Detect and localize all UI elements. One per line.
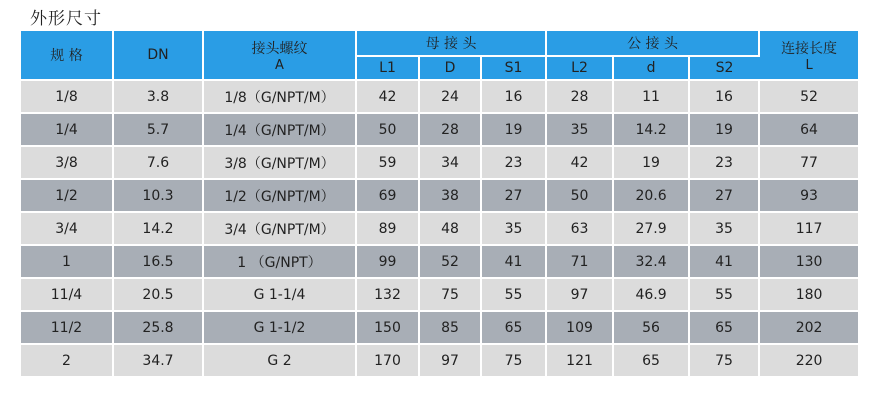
cell-d-upper: 24 bbox=[419, 80, 481, 113]
cell-thread: 3/8（G/NPT/M） bbox=[203, 146, 356, 179]
cell-l2: 109 bbox=[546, 311, 613, 344]
cell-l1: 89 bbox=[356, 212, 419, 245]
cell-length: 93 bbox=[759, 179, 858, 212]
cell-length: 180 bbox=[759, 278, 858, 311]
cell-d-upper: 48 bbox=[419, 212, 481, 245]
cell-thread: G 1-1/4 bbox=[203, 278, 356, 311]
cell-l1: 42 bbox=[356, 80, 419, 113]
cell-d-upper: 38 bbox=[419, 179, 481, 212]
cell-d-lower: 11 bbox=[613, 80, 689, 113]
cell-length: 202 bbox=[759, 311, 858, 344]
cell-d-upper: 34 bbox=[419, 146, 481, 179]
cell-l1: 59 bbox=[356, 146, 419, 179]
cell-thread: 3/4（G/NPT/M） bbox=[203, 212, 356, 245]
cell-s1: 19 bbox=[481, 113, 546, 146]
cell-s1: 23 bbox=[481, 146, 546, 179]
table-row bbox=[21, 344, 858, 377]
cell-l2: 71 bbox=[546, 245, 613, 278]
cell-length: 130 bbox=[759, 245, 858, 278]
cell-l2: 28 bbox=[546, 80, 613, 113]
cell-l1: 69 bbox=[356, 179, 419, 212]
header-l2: L2 bbox=[546, 56, 613, 80]
cell-thread: G 1-1/2 bbox=[203, 311, 356, 344]
header-s2: S2 bbox=[689, 56, 759, 80]
table-row bbox=[21, 311, 858, 344]
cell-d-lower: 14.2 bbox=[613, 113, 689, 146]
cell-d-lower: 20.6 bbox=[613, 179, 689, 212]
cell-s2: 55 bbox=[689, 278, 759, 311]
header-spec: 规 格 bbox=[21, 31, 113, 80]
cell-dn: 3.8 bbox=[113, 80, 203, 113]
cell-d-lower: 19 bbox=[613, 146, 689, 179]
header-l1: L1 bbox=[356, 56, 419, 80]
cell-l1: 132 bbox=[356, 278, 419, 311]
header-male: 公 接 头 bbox=[546, 31, 759, 56]
cell-s2: 23 bbox=[689, 146, 759, 179]
cell-length: 64 bbox=[759, 113, 858, 146]
cell-thread: 1/2（G/NPT/M） bbox=[203, 179, 356, 212]
cell-s2: 19 bbox=[689, 113, 759, 146]
cell-d-lower: 56 bbox=[613, 311, 689, 344]
cell-l2: 42 bbox=[546, 146, 613, 179]
header-thread-label: 接头螺纹 bbox=[251, 40, 308, 57]
cell-spec: 1/4 bbox=[21, 113, 113, 146]
cell-dn: 16.5 bbox=[113, 245, 203, 278]
page-title: 外形尺寸 bbox=[30, 9, 102, 29]
cell-length: 220 bbox=[759, 344, 858, 377]
cell-dn: 7.6 bbox=[113, 146, 203, 179]
cell-d-lower: 65 bbox=[613, 344, 689, 377]
header-length bbox=[759, 31, 858, 80]
cell-spec: 11/4 bbox=[21, 278, 113, 311]
cell-d-upper: 75 bbox=[419, 278, 481, 311]
cell-l1: 50 bbox=[356, 113, 419, 146]
header-length-sub: L bbox=[805, 57, 813, 73]
cell-spec: 1/8 bbox=[21, 80, 113, 113]
table-row bbox=[21, 179, 858, 212]
cell-thread: 1/4（G/NPT/M） bbox=[203, 113, 356, 146]
header-d-lower: d bbox=[613, 56, 689, 80]
cell-length: 77 bbox=[759, 146, 858, 179]
cell-thread: G 2 bbox=[203, 344, 356, 377]
cell-d-lower: 32.4 bbox=[613, 245, 689, 278]
cell-s2: 27 bbox=[689, 179, 759, 212]
table-row bbox=[21, 278, 858, 311]
table-row bbox=[21, 113, 858, 146]
cell-dn: 25.8 bbox=[113, 311, 203, 344]
table-body bbox=[21, 80, 858, 377]
cell-dn: 5.7 bbox=[113, 113, 203, 146]
header-s1: S1 bbox=[481, 56, 546, 80]
cell-s1: 27 bbox=[481, 179, 546, 212]
table-row bbox=[21, 80, 858, 113]
cell-l2: 63 bbox=[546, 212, 613, 245]
cell-s2: 16 bbox=[689, 80, 759, 113]
cell-dn: 14.2 bbox=[113, 212, 203, 245]
cell-spec: 3/4 bbox=[21, 212, 113, 245]
cell-dn: 34.7 bbox=[113, 344, 203, 377]
cell-spec: 1 bbox=[21, 245, 113, 278]
header-thread-sub: A bbox=[275, 57, 284, 73]
table-row bbox=[21, 146, 858, 179]
cell-dn: 20.5 bbox=[113, 278, 203, 311]
cell-l1: 150 bbox=[356, 311, 419, 344]
cell-d-upper: 97 bbox=[419, 344, 481, 377]
cell-spec: 2 bbox=[21, 344, 113, 377]
cell-spec: 3/8 bbox=[21, 146, 113, 179]
cell-length: 52 bbox=[759, 80, 858, 113]
cell-length: 117 bbox=[759, 212, 858, 245]
cell-l1: 99 bbox=[356, 245, 419, 278]
cell-dn: 10.3 bbox=[113, 179, 203, 212]
cell-s1: 75 bbox=[481, 344, 546, 377]
cell-spec: 11/2 bbox=[21, 311, 113, 344]
header-thread bbox=[203, 31, 356, 80]
cell-d-upper: 85 bbox=[419, 311, 481, 344]
cell-s2: 41 bbox=[689, 245, 759, 278]
cell-s1: 16 bbox=[481, 80, 546, 113]
cell-s1: 41 bbox=[481, 245, 546, 278]
cell-s2: 65 bbox=[689, 311, 759, 344]
cell-s1: 65 bbox=[481, 311, 546, 344]
cell-spec: 1/2 bbox=[21, 179, 113, 212]
cell-l2: 121 bbox=[546, 344, 613, 377]
cell-d-lower: 46.9 bbox=[613, 278, 689, 311]
header-d-upper: D bbox=[419, 56, 481, 80]
cell-d-lower: 27.9 bbox=[613, 212, 689, 245]
header-dn: DN bbox=[113, 31, 203, 80]
cell-thread: 1 （G/NPT） bbox=[203, 245, 356, 278]
header-length-label: 连接长度 bbox=[781, 40, 838, 57]
dimensions-table bbox=[21, 31, 858, 378]
table-row bbox=[21, 212, 858, 245]
header-female: 母 接 头 bbox=[356, 31, 546, 56]
cell-d-upper: 28 bbox=[419, 113, 481, 146]
cell-l2: 35 bbox=[546, 113, 613, 146]
cell-s1: 55 bbox=[481, 278, 546, 311]
cell-thread: 1/8（G/NPT/M） bbox=[203, 80, 356, 113]
cell-d-upper: 52 bbox=[419, 245, 481, 278]
cell-l1: 170 bbox=[356, 344, 419, 377]
cell-s1: 35 bbox=[481, 212, 546, 245]
cell-l2: 50 bbox=[546, 179, 613, 212]
cell-s2: 75 bbox=[689, 344, 759, 377]
cell-l2: 97 bbox=[546, 278, 613, 311]
table-row bbox=[21, 245, 858, 278]
cell-s2: 35 bbox=[689, 212, 759, 245]
